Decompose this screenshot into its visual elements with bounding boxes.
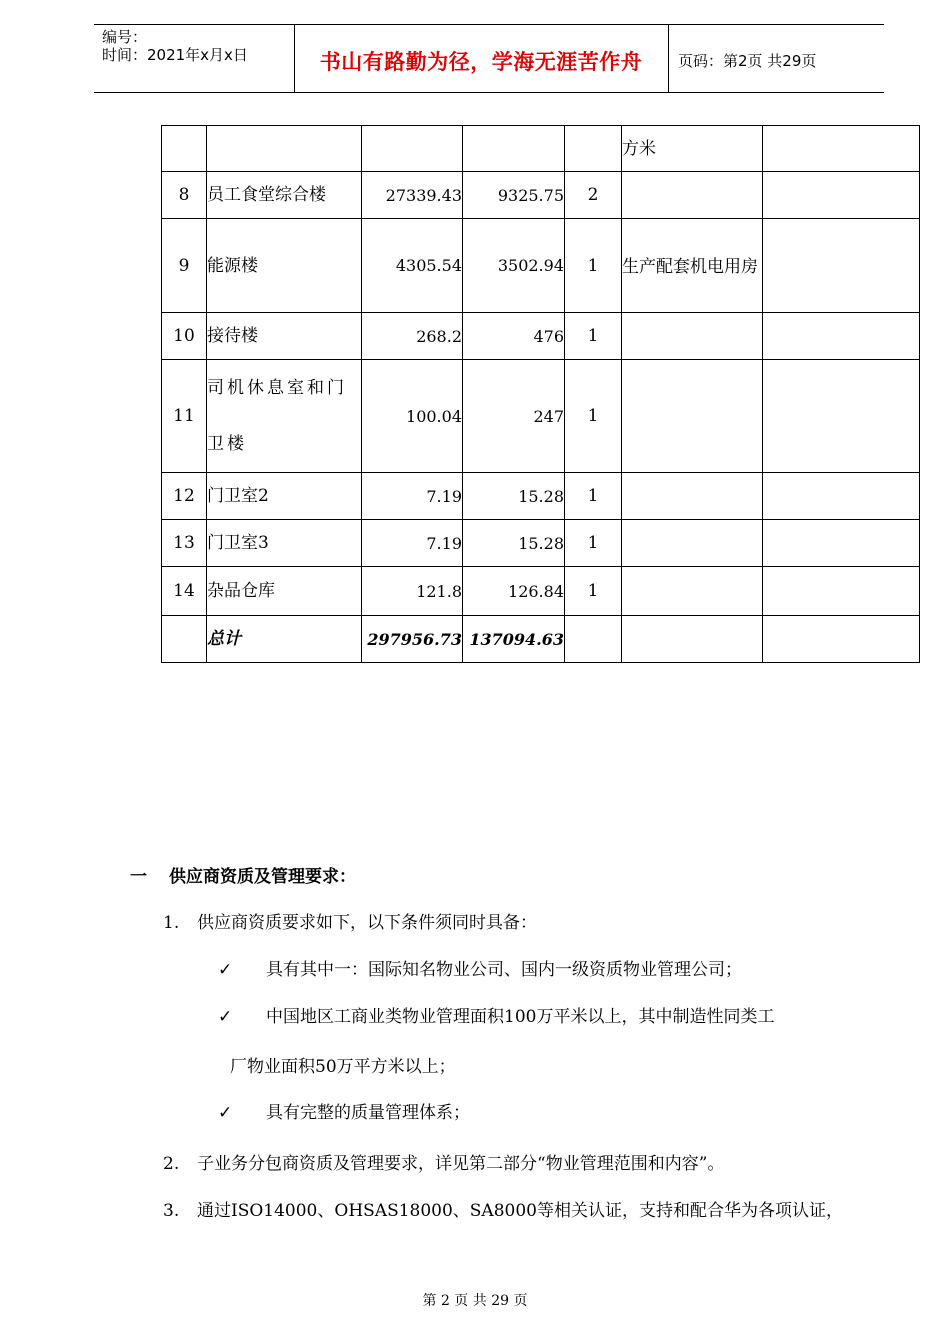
table-row [162,172,920,219]
area-value-2: 126.84 [463,567,565,616]
row-number: 14 [162,567,207,616]
building-area-table [161,125,920,663]
area-value-2: 15.28 [463,473,565,520]
row-number: 8 [162,172,207,219]
building-name: 司机休息室和门卫楼 [207,360,362,473]
list-item-label: 3. [163,1201,180,1221]
quantity: 1 [565,360,622,473]
note [763,219,920,313]
section-number: 一 [130,867,147,887]
area-value-1: 268.2 [362,313,463,360]
header-page-label: 页码：第2页 共29页 [678,52,817,70]
row-number [162,126,207,172]
area-value-1 [362,126,463,172]
note [763,172,920,219]
total-area-2: 137094.63 [463,616,565,663]
area-value-2 [463,126,565,172]
area-value-2: 15.28 [463,520,565,567]
header-bottom-rule [94,92,884,93]
area-value-1: 27339.43 [362,172,463,219]
usage [622,616,763,663]
section-heading [130,862,356,887]
check-item-text: 厂物业面积50万平方米以上； [230,1057,456,1077]
area-value-1: 7.19 [362,473,463,520]
note [763,616,920,663]
area-value-2: 476 [463,313,565,360]
building-name: 门卫室2 [207,473,362,520]
table-row [162,567,920,616]
table-row [162,313,920,360]
list-item-text: 供应商资质要求如下，以下条件须同时具备： [197,913,537,933]
header-number-label: 编号： [102,28,148,46]
row-number [162,616,207,663]
header-top-rule [94,24,884,25]
quantity [565,616,622,663]
building-name: 杂品仓库 [207,567,362,616]
list-item [163,1149,724,1174]
usage [622,360,763,473]
header-divider-right [668,24,669,93]
check-item-text: 具有完整的质量管理体系； [266,1103,470,1123]
check-item-text: 具有其中一：国际知名物业公司、国内一级资质物业管理公司； [266,960,742,980]
quantity: 1 [565,520,622,567]
total-area-1: 297956.73 [362,616,463,663]
building-name: 门卫室3 [207,520,362,567]
row-number: 9 [162,219,207,313]
list-item-text: 通过ISO14000、OHSAS18000、SA8000等相关认证，支持和配合华为各项认证， [197,1201,843,1221]
list-item-label: 2. [163,1154,180,1174]
area-value-1: 121.8 [362,567,463,616]
page-footer: 第 2 页 共 29 页 [422,1293,528,1309]
usage: 方米 [622,126,763,172]
quantity: 1 [565,313,622,360]
table-row [162,520,920,567]
note [763,313,920,360]
table-total-row [162,616,920,663]
total-label: 总计 [207,616,362,663]
list-item [163,1196,843,1221]
checkmark-icon: ✓ [218,1007,233,1027]
building-name: 员工食堂综合楼 [207,172,362,219]
usage [622,172,763,219]
check-item [218,1002,774,1027]
area-value-1: 4305.54 [362,219,463,313]
row-number: 13 [162,520,207,567]
section-title: 供应商资质及管理要求： [169,867,356,887]
quantity: 2 [565,172,622,219]
quantity [565,126,622,172]
building-name: 接待楼 [207,313,362,360]
area-value-2: 9325.75 [463,172,565,219]
note [763,473,920,520]
row-number: 10 [162,313,207,360]
quantity: 1 [565,219,622,313]
quantity: 1 [565,567,622,616]
header-time-label: 时间：2021年x月x日 [102,46,248,64]
note [763,360,920,473]
note [763,126,920,172]
usage [622,313,763,360]
header-meta [102,28,248,64]
table-row [162,219,920,313]
header-motto: 书山有路勤为径，学海无涯苦作舟 [319,50,643,74]
area-value-2: 3502.94 [463,219,565,313]
table-row [162,473,920,520]
row-number: 11 [162,360,207,473]
table-row [162,126,920,172]
page-header [94,24,884,94]
row-number: 12 [162,473,207,520]
usage: 生产配套机电用房 [622,219,763,313]
checkmark-icon: ✓ [218,960,233,980]
list-item-text: 子业务分包商资质及管理要求，详见第二部分“物业管理范围和内容”。 [197,1154,725,1174]
check-item-text: 中国地区工商业类物业管理面积100万平米以上，其中制造性同类工 [266,1007,775,1027]
building-name [207,126,362,172]
quantity: 1 [565,473,622,520]
area-value-1: 100.04 [362,360,463,473]
area-value-1: 7.19 [362,520,463,567]
list-item-label: 1. [163,913,180,933]
checkmark-icon: ✓ [218,1103,233,1123]
area-value-2: 247 [463,360,565,473]
check-item [218,955,742,980]
note [763,567,920,616]
usage [622,567,763,616]
usage [622,473,763,520]
building-name: 能源楼 [207,219,362,313]
note [763,520,920,567]
check-item [218,1098,470,1123]
table-row [162,360,920,473]
list-item [163,908,537,933]
check-item-continuation [230,1052,456,1077]
usage [622,520,763,567]
